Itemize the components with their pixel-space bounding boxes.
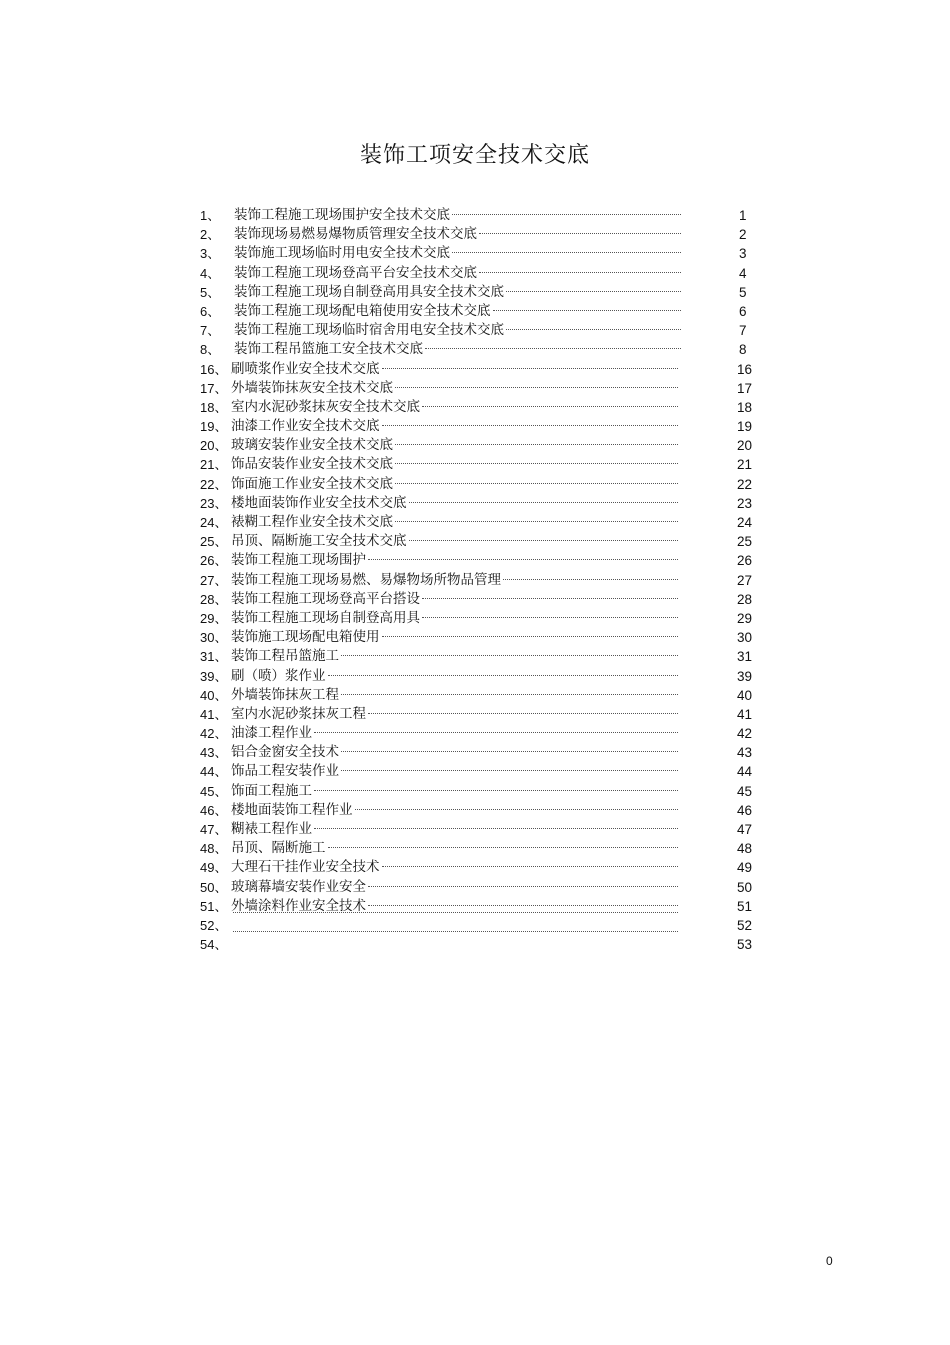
toc-entry-page: 16 bbox=[737, 361, 753, 377]
toc-entry-title: 外墙装饰抹灰安全技术交底 bbox=[231, 379, 393, 396]
toc-entry-page: 25 bbox=[737, 534, 753, 550]
toc-entry bbox=[200, 494, 770, 513]
toc-entry-page: 49 bbox=[737, 860, 753, 876]
toc-entry-title: 装饰现场易燃易爆物质管理安全技术交底 bbox=[234, 226, 477, 243]
dot-leader bbox=[382, 368, 679, 369]
toc-entry-number: 48、 bbox=[200, 841, 228, 857]
toc-entry-title-with-leader bbox=[231, 762, 678, 781]
dot-leader bbox=[395, 444, 678, 445]
toc-entry-title-with-leader bbox=[234, 302, 681, 321]
toc-entry-title: 装饰工程施工现场登高平台安全技术交底 bbox=[234, 264, 477, 281]
toc-entry-title-with-leader bbox=[234, 283, 681, 302]
toc-entry bbox=[200, 609, 770, 628]
toc-entry-number: 54、 bbox=[200, 937, 228, 953]
toc-entry bbox=[200, 340, 770, 359]
dot-leader bbox=[355, 809, 679, 810]
dot-leader bbox=[368, 886, 678, 887]
toc-entry-number: 2、 bbox=[200, 227, 221, 243]
toc-entry-number: 3、 bbox=[200, 246, 221, 262]
toc-entry-title: 吊顶、隔断施工 bbox=[231, 840, 326, 857]
toc-entry-number: 52、 bbox=[200, 917, 228, 933]
toc-entry-title-with-leader bbox=[231, 398, 678, 417]
toc-entry-title-with-leader bbox=[234, 206, 681, 225]
toc-entry-title-with-leader bbox=[231, 379, 678, 398]
toc-entry-number: 41、 bbox=[200, 706, 228, 722]
toc-entry-number: 19、 bbox=[200, 419, 228, 435]
toc-entry-title: 糊裱工程作业 bbox=[231, 821, 312, 837]
toc-entry-page: 24 bbox=[737, 515, 753, 530]
dot-leader bbox=[314, 790, 678, 791]
toc-entry-number: 28、 bbox=[200, 591, 228, 607]
toc-entry bbox=[200, 878, 770, 897]
toc-entry-title: 装饰工程施工现场围护安全技术交底 bbox=[234, 207, 450, 223]
toc-entry-title: 室内水泥砂浆抹灰安全技术交底 bbox=[231, 398, 420, 415]
toc-entry-number: 5、 bbox=[200, 284, 221, 300]
toc-entry-number: 16、 bbox=[200, 361, 228, 377]
page-number-footer: 0 bbox=[826, 1254, 833, 1268]
toc-entry bbox=[200, 897, 770, 916]
dot-leader bbox=[382, 866, 679, 867]
toc-entry-page: 52 bbox=[737, 917, 753, 933]
toc-entry-number: 21、 bbox=[200, 457, 228, 473]
toc-entry-title-with-leader bbox=[231, 455, 678, 474]
toc-entry-title-with-leader bbox=[234, 264, 681, 283]
toc-entry bbox=[200, 225, 770, 244]
toc-entry bbox=[200, 455, 770, 474]
toc-entry-page: 50 bbox=[737, 879, 753, 895]
toc-entry-number: 8、 bbox=[200, 342, 221, 358]
toc-entry bbox=[200, 858, 770, 877]
dot-leader bbox=[395, 521, 678, 522]
toc-entry-number: 50、 bbox=[200, 879, 228, 895]
toc-entry-title: 装饰工程吊篮施工 bbox=[231, 648, 339, 665]
toc-entry bbox=[200, 724, 770, 743]
dot-leader bbox=[409, 540, 679, 541]
toc-entry-title: 刷（喷）浆作业 bbox=[231, 667, 326, 684]
toc-entry bbox=[200, 206, 770, 225]
toc-entry-title: 饰面工程施工 bbox=[231, 782, 312, 799]
toc-entry-title: 装饰工程吊篮施工安全技术交底 bbox=[234, 341, 423, 358]
toc-entry-title-with-leader bbox=[231, 647, 678, 666]
toc-entry-page: 8 bbox=[739, 342, 747, 358]
toc-entry bbox=[200, 590, 770, 609]
toc-entry-title-with-leader bbox=[231, 820, 678, 839]
toc-entry-title: 外墙装饰抹灰工程 bbox=[231, 686, 339, 703]
dot-leader bbox=[341, 694, 678, 695]
toc-entry bbox=[200, 667, 770, 686]
toc-entry-number: 49、 bbox=[200, 860, 228, 876]
toc-entry bbox=[200, 360, 770, 379]
toc-entry-number: 46、 bbox=[200, 802, 228, 818]
dot-leader bbox=[395, 483, 678, 484]
toc-entry bbox=[200, 647, 770, 666]
toc-entry-title: 吊顶、隔断施工安全技术交底 bbox=[231, 533, 407, 550]
toc-entry-title-with-leader bbox=[234, 340, 681, 359]
toc-entry-title-with-leader bbox=[234, 321, 681, 340]
toc-entry-title-with-leader bbox=[231, 935, 678, 936]
toc-entry bbox=[200, 705, 770, 724]
dot-leader bbox=[479, 233, 681, 234]
toc-entry-title: 室内水泥砂浆抹灰工程 bbox=[231, 705, 366, 722]
toc-entry-title: 饰品工程安装作业 bbox=[231, 763, 339, 780]
toc-entry-title-with-leader bbox=[231, 782, 678, 801]
dot-leader bbox=[314, 732, 678, 733]
toc-entry-page: 44 bbox=[737, 764, 753, 780]
dot-leader bbox=[452, 252, 681, 253]
toc-entry-number: 44、 bbox=[200, 764, 228, 780]
toc-entry-title-with-leader bbox=[231, 436, 678, 455]
toc-entry-title-with-leader bbox=[231, 532, 678, 551]
toc-entry-page: 20 bbox=[737, 438, 753, 454]
dot-leader bbox=[328, 675, 679, 676]
toc-entry-page: 22 bbox=[737, 476, 753, 492]
toc-entry bbox=[200, 513, 770, 532]
toc-entry-title: 油漆工程作业 bbox=[231, 725, 312, 742]
toc-entry-number: 6、 bbox=[200, 303, 221, 319]
toc-entry-title-with-leader bbox=[231, 743, 678, 762]
toc-entry bbox=[200, 532, 770, 551]
toc-entry-number: 51、 bbox=[200, 898, 228, 914]
toc-entry bbox=[200, 244, 770, 263]
toc-entry-number: 43、 bbox=[200, 745, 228, 761]
toc-entry-title-with-leader bbox=[231, 628, 678, 647]
toc-entry-title: 饰面施工作业安全技术交底 bbox=[231, 475, 393, 492]
dot-leader bbox=[233, 912, 678, 913]
toc-entry-number: 30、 bbox=[200, 630, 228, 646]
toc-entry-number: 40、 bbox=[200, 687, 228, 703]
toc-entry-title-with-leader bbox=[234, 225, 681, 244]
toc-entry-page: 41 bbox=[737, 706, 753, 722]
toc-entry-page: 2 bbox=[739, 227, 747, 243]
toc-entry bbox=[200, 379, 770, 398]
toc-entry-title-with-leader bbox=[231, 417, 678, 436]
toc-entry-title-with-leader bbox=[231, 705, 678, 724]
toc-entry-number: 17、 bbox=[200, 380, 228, 396]
toc-entry-number: 4、 bbox=[200, 265, 221, 281]
toc-entry-title-with-leader bbox=[231, 801, 678, 820]
toc-entry-number: 24、 bbox=[200, 515, 228, 530]
toc-entry bbox=[200, 782, 770, 801]
toc-entry bbox=[200, 839, 770, 858]
toc-entry-title: 装饰工程施工现场自制登高用具 bbox=[231, 609, 420, 626]
toc-entry-title: 装饰施工现场配电箱使用 bbox=[231, 629, 380, 646]
toc-entry-page: 48 bbox=[737, 841, 753, 857]
dot-leader bbox=[341, 770, 678, 771]
toc-entry-page: 4 bbox=[739, 265, 747, 281]
toc-entry bbox=[200, 398, 770, 417]
toc-entry bbox=[200, 551, 770, 570]
toc-entry-title-with-leader bbox=[234, 244, 681, 263]
toc-entry-number: 25、 bbox=[200, 534, 228, 550]
dot-leader bbox=[422, 598, 678, 599]
dot-leader bbox=[409, 502, 679, 503]
toc-entry-page: 46 bbox=[737, 802, 753, 818]
toc-entry-page: 51 bbox=[737, 898, 753, 914]
toc-entry-page: 6 bbox=[739, 303, 747, 319]
toc-entry-page: 47 bbox=[737, 822, 753, 837]
toc-entry-title-with-leader bbox=[231, 571, 678, 590]
toc-entry-title: 油漆工作业安全技术交底 bbox=[231, 418, 380, 435]
toc-entry-title-with-leader bbox=[231, 590, 678, 609]
dot-leader bbox=[395, 463, 678, 464]
toc-entry-title-with-leader bbox=[231, 494, 678, 513]
toc-entry bbox=[200, 283, 770, 302]
toc-entry-title-with-leader bbox=[231, 724, 678, 743]
dot-leader bbox=[314, 828, 678, 829]
toc-entry-page: 53 bbox=[737, 937, 753, 953]
toc-entry-page: 7 bbox=[739, 323, 747, 339]
toc-entry bbox=[200, 571, 770, 590]
toc-entry-title-with-leader bbox=[231, 360, 678, 379]
toc-entry bbox=[200, 762, 770, 781]
toc-entry-title-with-leader bbox=[231, 513, 678, 532]
toc-entry bbox=[200, 935, 770, 954]
dot-leader bbox=[479, 272, 681, 273]
toc-entry-page: 18 bbox=[737, 399, 753, 415]
dot-leader bbox=[382, 425, 679, 426]
toc-entry bbox=[200, 628, 770, 647]
toc-entry-number: 1、 bbox=[200, 208, 221, 223]
toc-entry-number: 39、 bbox=[200, 668, 228, 684]
toc-entry-title-with-leader bbox=[231, 878, 678, 897]
toc-entry bbox=[200, 264, 770, 283]
dot-leader bbox=[395, 387, 678, 388]
dot-leader bbox=[341, 655, 678, 656]
toc-entry-title: 装饰工程施工现场配电箱使用安全技术交底 bbox=[234, 302, 491, 319]
toc-entry bbox=[200, 686, 770, 705]
toc-entry-page: 3 bbox=[739, 246, 747, 262]
toc-entry-title-with-leader bbox=[231, 667, 678, 686]
toc-entry-title: 饰品安装作业安全技术交底 bbox=[231, 456, 393, 473]
toc-entry-page: 40 bbox=[737, 687, 753, 703]
toc-entry-title-with-leader bbox=[231, 686, 678, 705]
document-title: 装饰工项安全技术交底 bbox=[359, 143, 590, 168]
dot-leader bbox=[422, 406, 678, 407]
toc-entry-title-with-leader bbox=[231, 897, 678, 916]
dot-leader bbox=[368, 905, 678, 906]
toc-entry-number: 26、 bbox=[200, 553, 228, 569]
toc-entry bbox=[200, 801, 770, 820]
toc-entry-page: 31 bbox=[737, 649, 753, 665]
toc-entry-page: 21 bbox=[737, 457, 753, 473]
toc-entry-title-with-leader bbox=[231, 551, 678, 570]
toc-entry-page: 17 bbox=[737, 380, 753, 396]
dot-leader bbox=[368, 559, 678, 560]
toc-entry-number: 29、 bbox=[200, 610, 228, 626]
toc-entry-number: 45、 bbox=[200, 783, 228, 799]
toc-entry-page: 1 bbox=[739, 208, 747, 223]
dot-leader bbox=[368, 713, 678, 714]
toc-entry-number: 20、 bbox=[200, 438, 228, 454]
dot-leader bbox=[506, 329, 681, 330]
toc-entry-number: 42、 bbox=[200, 726, 228, 742]
dot-leader bbox=[382, 636, 679, 637]
toc-entry-number: 47、 bbox=[200, 822, 228, 837]
toc-entry-number: 22、 bbox=[200, 476, 228, 492]
toc-entry-page: 45 bbox=[737, 783, 753, 799]
toc-entry-page: 27 bbox=[737, 572, 753, 588]
toc-entry bbox=[200, 743, 770, 762]
toc-entry-page: 26 bbox=[737, 553, 753, 569]
dot-leader bbox=[328, 847, 679, 848]
toc-entry-number: 27、 bbox=[200, 572, 228, 588]
toc-entry-title: 装饰工程施工现场易燃、易爆物场所物品管理 bbox=[231, 571, 501, 588]
toc-entry-title-with-leader bbox=[231, 609, 678, 628]
toc-entry-page: 23 bbox=[737, 495, 753, 511]
toc-entry-title: 玻璃幕墙安装作业安全 bbox=[231, 878, 366, 895]
dot-leader bbox=[493, 310, 682, 311]
toc-entry bbox=[200, 475, 770, 494]
toc-entry bbox=[200, 417, 770, 436]
toc-entry-title-with-leader bbox=[231, 858, 678, 877]
toc-entry-title: 大理石干挂作业安全技术 bbox=[231, 859, 380, 876]
toc-entry-title: 裱糊工程作业安全技术交底 bbox=[231, 514, 393, 530]
toc-entry-page: 39 bbox=[737, 668, 753, 684]
toc-entry-title: 装饰工程施工现场登高平台搭设 bbox=[231, 590, 420, 607]
toc-entry-title: 楼地面装饰作业安全技术交底 bbox=[231, 494, 407, 511]
dot-leader bbox=[506, 291, 681, 292]
toc-entry-page: 43 bbox=[737, 745, 753, 761]
toc-entry bbox=[200, 321, 770, 340]
dot-leader bbox=[452, 214, 681, 215]
dot-leader bbox=[503, 579, 678, 580]
toc-entry-title: 刷喷浆作业安全技术交底 bbox=[231, 360, 380, 377]
toc-entry-page: 29 bbox=[737, 610, 753, 626]
toc-entry-page: 5 bbox=[739, 284, 747, 300]
dot-leader bbox=[422, 617, 678, 618]
toc-entry-title: 楼地面装饰工程作业 bbox=[231, 801, 353, 818]
toc-entry-title: 装饰工程施工现场临时宿舍用电安全技术交底 bbox=[234, 322, 504, 339]
toc-entry-title-with-leader bbox=[231, 916, 678, 917]
dot-leader bbox=[425, 348, 681, 349]
toc-entry bbox=[200, 820, 770, 839]
toc-entry-title-with-leader bbox=[231, 839, 678, 858]
toc-entry-number: 31、 bbox=[200, 649, 228, 665]
toc-entry-page: 30 bbox=[737, 630, 753, 646]
dot-leader bbox=[233, 931, 678, 932]
table-of-contents bbox=[200, 206, 770, 954]
toc-entry-title: 外墙涂料作业安全技术 bbox=[231, 897, 366, 914]
toc-entry-title: 装饰工程施工现场围护 bbox=[231, 552, 366, 569]
toc-entry-number: 7、 bbox=[200, 323, 221, 339]
toc-entry-title: 装饰工程施工现场自制登高用具安全技术交底 bbox=[234, 283, 504, 300]
toc-entry-number: 18、 bbox=[200, 399, 228, 415]
toc-entry-page: 28 bbox=[737, 591, 753, 607]
dot-leader bbox=[341, 751, 678, 752]
toc-entry-title: 铝合金窗安全技术 bbox=[231, 744, 339, 761]
toc-entry-title-with-leader bbox=[231, 475, 678, 494]
toc-entry-page: 19 bbox=[737, 419, 753, 435]
toc-entry bbox=[200, 916, 770, 935]
toc-entry bbox=[200, 302, 770, 321]
toc-entry-number: 23、 bbox=[200, 495, 228, 511]
toc-entry-title: 装饰施工现场临时用电安全技术交底 bbox=[234, 245, 450, 262]
toc-entry bbox=[200, 436, 770, 455]
toc-entry-title: 玻璃安装作业安全技术交底 bbox=[231, 437, 393, 454]
toc-entry-page: 42 bbox=[737, 726, 753, 742]
